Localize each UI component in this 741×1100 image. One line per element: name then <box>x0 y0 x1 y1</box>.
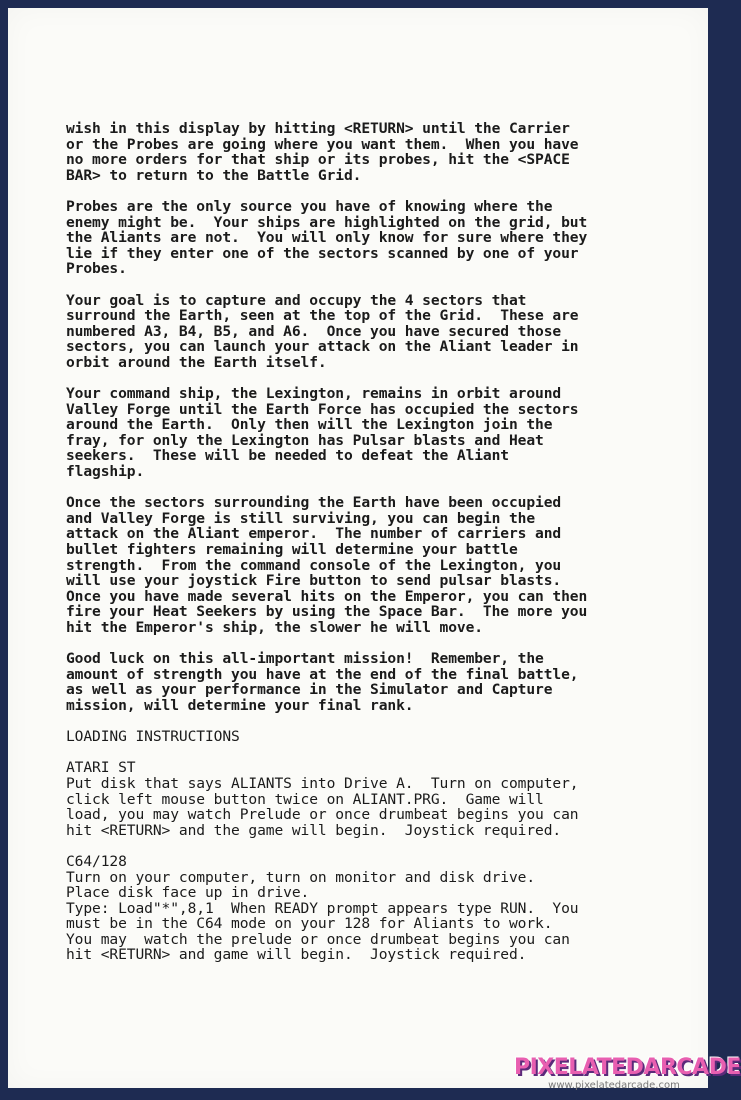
paragraph-good-luck <box>66 651 666 713</box>
text-line: no more orders for that ship or its probes, hit the <SPACE <box>66 151 570 169</box>
paragraph-goal <box>66 293 666 371</box>
text-line: Put disk that says ALIANTS into Drive A. Turn on computer, <box>66 774 579 792</box>
c64-section <box>66 854 666 963</box>
text-line: Good luck on this all-important mission! Remember, the <box>66 650 544 668</box>
paragraph-probes <box>66 199 666 277</box>
text-line: click left mouse button twice on ALIANT.PRG. Game will <box>66 790 544 808</box>
text-line: fire your Heat Seekers by using the Space Bar. The more you <box>66 603 588 621</box>
text-line: Place disk face up in drive. <box>66 884 310 902</box>
watermark-url: www.pixelatedarcade.com <box>548 1080 680 1091</box>
text-line: sectors, you can launch your attack on the Aliant leader in <box>66 338 579 356</box>
text-line: Probes. <box>66 260 127 278</box>
text-line: hit <RETURN> and game will begin. Joystick required. <box>66 946 527 964</box>
text-line: hit the Emperor's ship, the slower he will move. <box>66 619 483 636</box>
paragraph-display-orders <box>66 121 666 183</box>
text-line: fray, for only the Lexington has Pulsar blasts and Heat <box>66 431 544 449</box>
text-line: as well as your performance in the Simulator and Capture <box>66 681 553 699</box>
watermark-logo: PIXELATEDARCADE <box>514 1055 741 1080</box>
text-line: wish in this display by hitting <RETURN> until the Carrier <box>66 120 570 137</box>
text-line: will use your joystick Fire button to send pulsar blasts. <box>66 572 562 590</box>
text-line: or the Probes are going where you want them. When you have <box>66 135 579 153</box>
text-line: You may watch the prelude or once drumbeat begins you can <box>66 930 570 948</box>
text-line: load, you may watch Prelude or once drumbeat begins you can <box>66 806 579 824</box>
text-line: Turn on your computer, turn on monitor and disk drive. <box>66 868 536 886</box>
site-watermark <box>514 1055 741 1092</box>
text-line: Once you have made several hits on the Emperor, you can then <box>66 587 588 605</box>
c64-title: C64/128 <box>66 852 127 870</box>
text-line: and Valley Forge is still surviving, you can begin the <box>66 509 536 527</box>
text-line: Probes are the only source you have of knowing where the <box>66 197 553 215</box>
text-line: Your command ship, the Lexington, remains in orbit around <box>66 385 562 403</box>
text-line: enemy might be. Your ships are highlighted on the grid, but <box>66 213 588 231</box>
text-line: around the Earth. Only then will the Lexington join the <box>66 416 553 434</box>
text-line: strength. From the command console of the Lexington, you <box>66 556 562 574</box>
text-line: surround the Earth, seen at the top of the Grid. These are <box>66 307 579 325</box>
text-line: BAR> to return to the Battle Grid. <box>66 166 362 184</box>
text-line: lie if they enter one of the sectors scanned by one of your <box>66 244 579 262</box>
text-line: seekers. These will be needed to defeat the Aliant <box>66 447 509 465</box>
text-line: must be in the C64 mode on your 128 for Aliants to work. <box>66 915 553 933</box>
paragraph-emperor-attack <box>66 495 666 635</box>
text-line: Once the sectors surrounding the Earth have been occupied <box>66 494 562 512</box>
text-line: Type: Load"*",8,1 When READY prompt appears type RUN. You <box>66 899 579 917</box>
text-line: mission, will determine your final rank. <box>66 696 414 714</box>
atari-st-title: ATARI ST <box>66 759 136 777</box>
document-page <box>8 8 708 1088</box>
text-line: Your goal is to capture and occupy the 4 sectors that <box>66 291 527 309</box>
text-line: amount of strength you have at the end of the final battle, <box>66 665 579 683</box>
text-line: the Aliants are not. You will only know for sure where they <box>66 229 588 247</box>
text-line: orbit around the Earth itself. <box>66 353 327 371</box>
text-line: hit <RETURN> and the game will begin. Joystick required. <box>66 821 562 839</box>
text-line: bullet fighters remaining will determine your battle <box>66 541 518 559</box>
text-line: numbered A3, B4, B5, and A6. Once you have secured those <box>66 322 562 340</box>
paragraph-command-ship <box>66 386 666 480</box>
loading-instructions-heading: LOADING INSTRUCTIONS <box>66 728 240 746</box>
text-line: attack on the Aliant emperor. The number of carriers and <box>66 525 562 543</box>
atari-st-section <box>66 760 666 838</box>
manual-text <box>66 121 666 979</box>
text-line: flagship. <box>66 463 145 481</box>
text-line: Valley Forge until the Earth Force has occupied the sectors <box>66 400 579 418</box>
